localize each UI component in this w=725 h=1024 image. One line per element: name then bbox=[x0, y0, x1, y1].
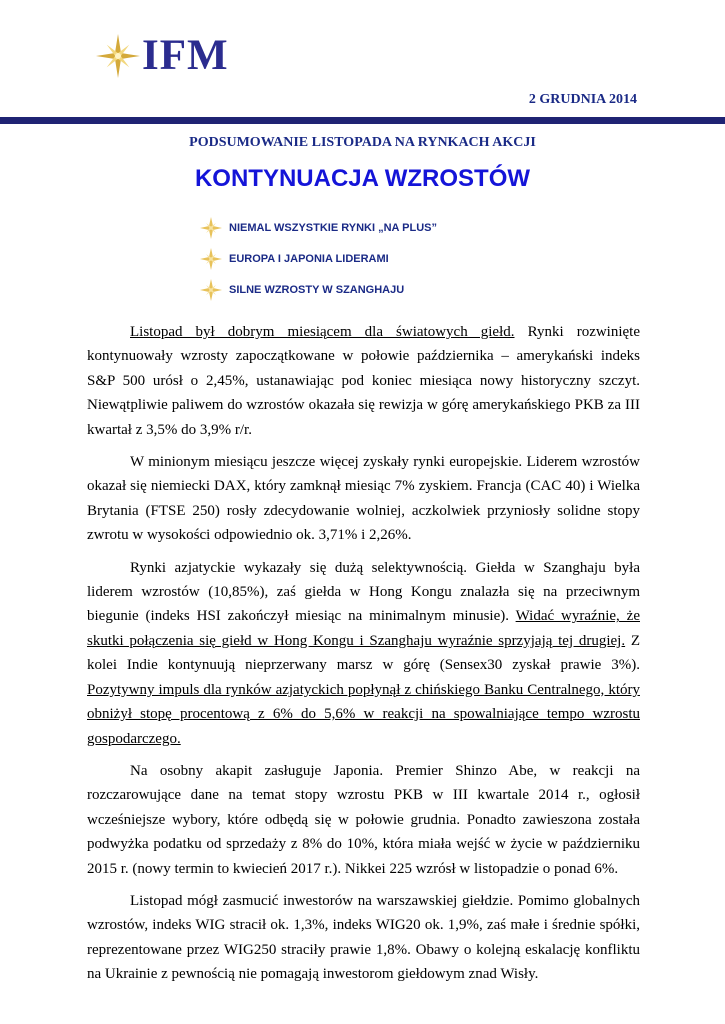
highlight-item bbox=[200, 274, 437, 305]
article-body bbox=[87, 320, 640, 995]
star-icon bbox=[200, 248, 222, 270]
paragraph-asia bbox=[87, 556, 640, 751]
highlight-text: SILNE WZROSTY W SZANGHAJU bbox=[229, 283, 405, 296]
document-title: KONTYNUACJA WZROSTÓW bbox=[194, 165, 531, 192]
paragraph-text: Rynki azjatyckie wykazały się dużą selektywnością. Giełda w Szanghaju była liderem wzrostów (10,85%), zaś giełda w Hong Kongu znalazła się na przeciwnym biegunie (indeks HSI zakończył miesiąc na minimalnym minusie). bbox=[87, 559, 640, 625]
compass-star-icon bbox=[96, 34, 140, 78]
ifm-logo bbox=[96, 30, 229, 82]
highlight-item bbox=[200, 243, 437, 274]
highlight-text: NIEMAL WSZYSTKIE RYNKI „NA PLUS” bbox=[229, 221, 437, 234]
header-divider bbox=[0, 117, 725, 124]
highlight-text: EUROPA I JAPONIA LIDERAMI bbox=[229, 252, 389, 265]
logo-text: IFM bbox=[142, 32, 229, 79]
highlights-list bbox=[200, 212, 437, 305]
star-icon bbox=[200, 217, 222, 239]
paragraph-poland: Listopad mógł zasmucić inwestorów na warszawskiej giełdzie. Pomimo globalnych wzrostów, indeks WIG stracił ok. 1,3%, indeks WIG20 ok. 1,9%, zaś małe i średnie spółki, reprezentowane przez WIG250 straciły prawie 1,8%. Obawy o kolejną eskalację konfliktu na Ukrainie z pewnością nie pomagają inwestorom giełdowym znad Wisły. bbox=[87, 892, 640, 983]
underlined-text: Pozytywny impuls dla rynków azjatyckich popłynął z chińskiego Banku Centralnego, który obniżył stopę procentową z 6% do 5,6% w reakcji na spowalniające tempo wzrostu gospodarczego. bbox=[87, 681, 640, 747]
paragraph-europe: W minionym miesiącu jeszcze więcej zyskały rynki europejskie. Liderem wzrostów okazał się niemiecki DAX, który zamknął miesiąc 7% zyskiem. Francja (CAC 40) i Wielka Brytania (FTSE 250) rosły zdecydowanie wolniej, aczkolwiek przyniosły solidne stopy zwrotu w wysokości odpowiednio ok. 3,71% i 2,26%. bbox=[87, 454, 640, 544]
star-icon bbox=[200, 279, 222, 301]
paragraph-intro bbox=[87, 320, 640, 442]
paragraph-text: Z kolei Indie kontynuują nieprzerwany marsz w górę (Sensex30 zyskał prawie 3%). bbox=[87, 632, 640, 674]
document-date: 2 GRUDNIA 2014 bbox=[528, 92, 637, 107]
underlined-text: Widać wyraźnie, że skutki połączenia się giełd w Hong Kongu i Szanghaju wyraźnie sprzyjają tej drugiej. bbox=[87, 608, 640, 649]
paragraph-text: Rynki rozwinięte kontynuowały wzrosty zapoczątkowane w połowie października – amerykański indeks S&P 500 urósł o 2,45%, ustanawiając pod koniec miesiąca nowy historyczny szczyt. Niewątpliwie paliwem do wzrostów okazała się rewizja w górę amerykańskiego PKB za III kwartał z 3,5% do 3,9% r/r. bbox=[87, 324, 640, 438]
highlight-item bbox=[200, 212, 437, 243]
paragraph-japan: Na osobny akapit zasługuje Japonia. Premier Shinzo Abe, w reakcji na rozczarowujące dane na temat stopy wzrostu PKB w III kwartale 2014 r., ogłosił wcześniejsze wybory, które odbędą się w połowie grudnia. Ponadto zawieszona została podwyżka podatku od sprzedaży z 8% do 10%, która miała wejść w życie w październiku 2015 r. (nowy termin to kwiecień 2017 r.). Nikkei 225 wzrósł w listopadzie o ponad 6%. bbox=[87, 762, 640, 877]
document-subtitle: PODSUMOWANIE LISTOPADA NA RYNKACH AKCJI bbox=[189, 135, 536, 150]
underlined-lead: Listopad był dobrym miesiącem dla światowych giełd. bbox=[130, 324, 515, 340]
